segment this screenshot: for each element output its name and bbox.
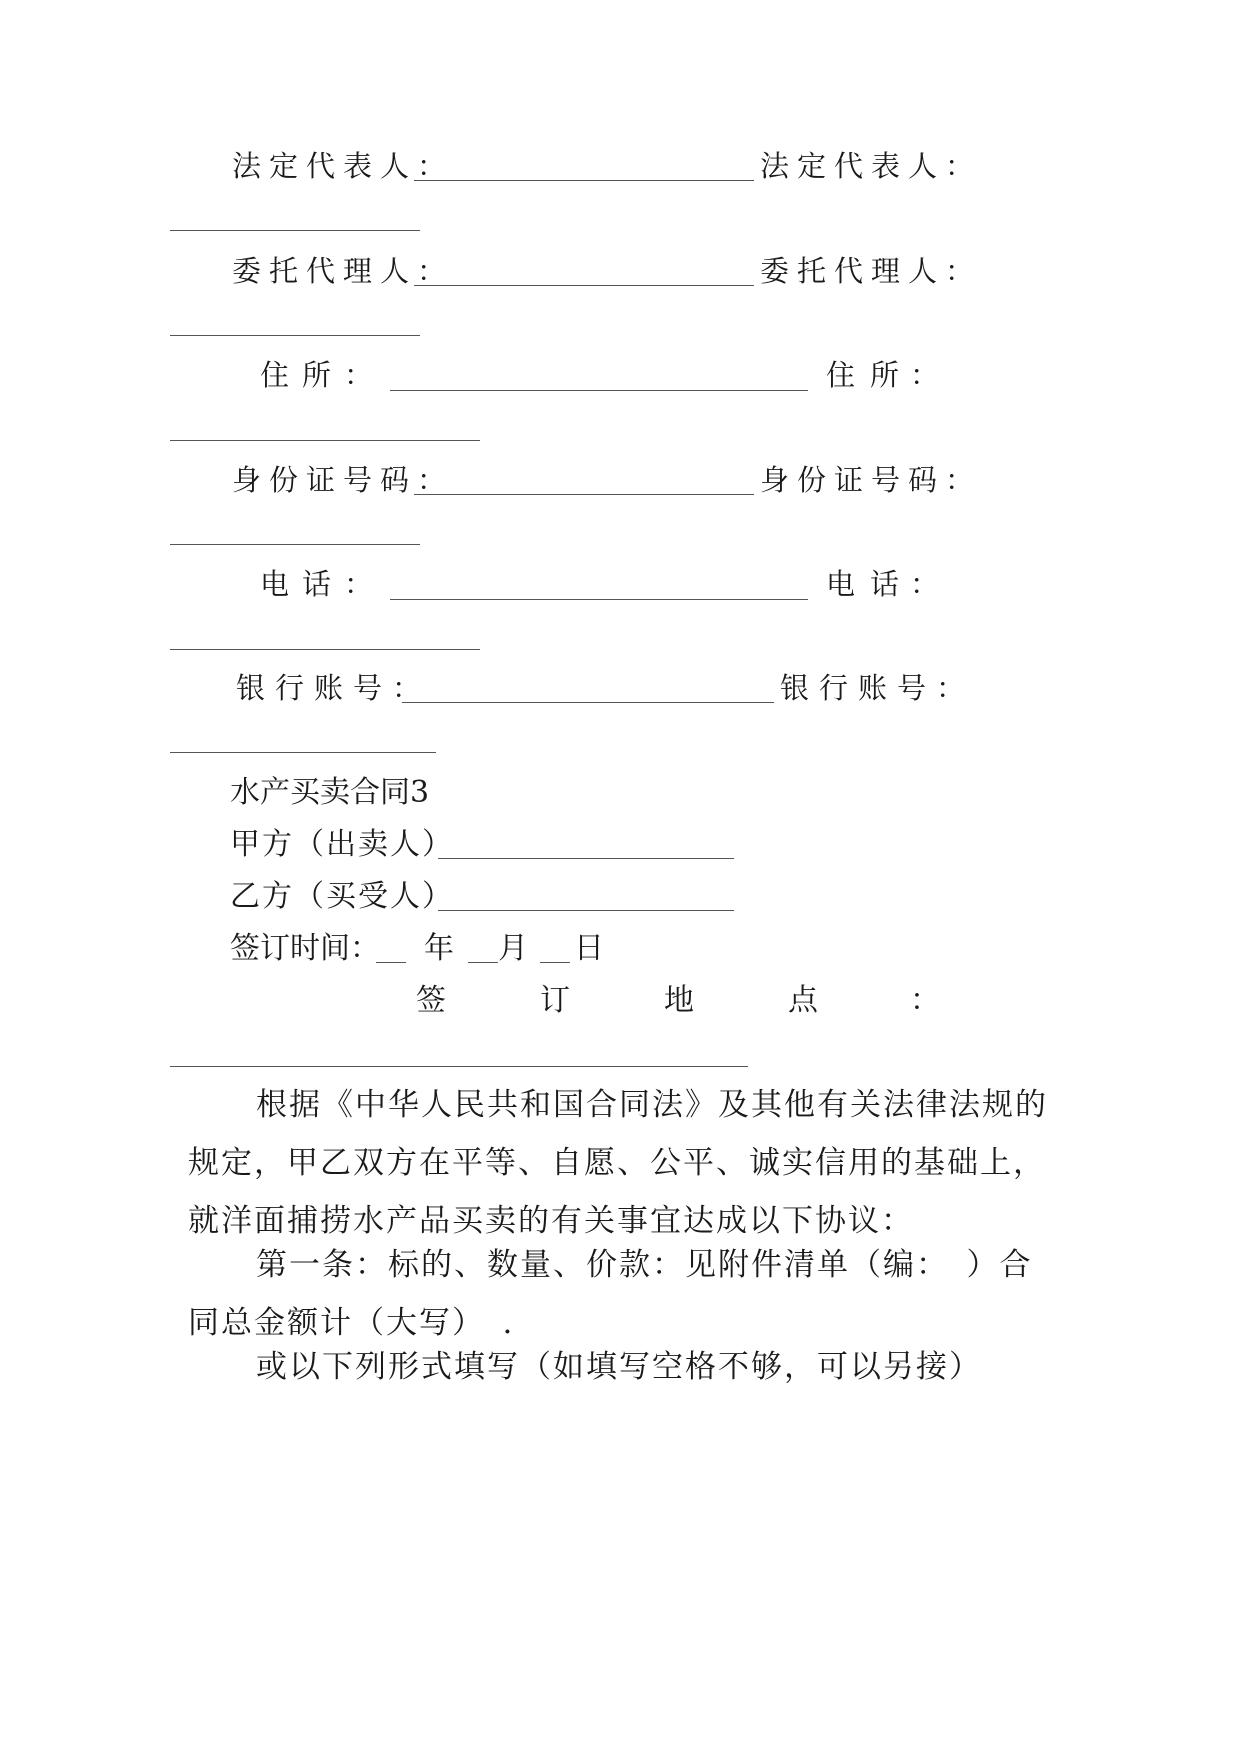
id-number-label-a: 身份证号码： — [232, 463, 455, 497]
sign-place-blank[interactable] — [170, 1066, 748, 1067]
phone-char-2: 话 — [302, 567, 332, 601]
sign-year-label: 年 — [424, 931, 454, 966]
legal-rep-blank-b[interactable] — [170, 230, 420, 231]
seller-blank[interactable] — [438, 858, 734, 859]
phone-char-2-b: 话 — [870, 567, 900, 601]
legal-rep-blank-a[interactable] — [414, 180, 754, 181]
bank-account-blank-b[interactable] — [170, 752, 436, 753]
address-blank-a[interactable] — [390, 390, 808, 391]
id-number-label-b: 身份证号码： — [760, 463, 983, 497]
sign-year-blank[interactable] — [376, 962, 406, 963]
preamble-text: 根据《中华人民共和国合同法》及其他有关法律法规的规定，甲乙双方在平等、自愿、公平、诚实信用的基础上，就洋面捕捞水产品买卖的有关事宜达成以下协议： — [188, 1087, 1048, 1239]
article-one-paragraph — [188, 1236, 1058, 1352]
contract-title: 水产买卖合同3 — [230, 775, 430, 810]
address-char-2: 所 — [302, 358, 332, 392]
legal-rep-label-b: 法定代表人： — [760, 149, 983, 183]
address-blank-b[interactable] — [170, 440, 480, 441]
address-char-1-b: 住 — [826, 358, 856, 392]
phone-char-1-b: 电 — [826, 567, 856, 601]
phone-blank-a[interactable] — [390, 599, 808, 600]
id-number-blank-a[interactable] — [414, 494, 754, 495]
preamble-paragraph — [188, 1076, 1058, 1250]
sign-place-colon: ： — [910, 983, 940, 1018]
fill-note-paragraph — [188, 1338, 1058, 1396]
agent-label-a: 委托代理人： — [232, 254, 455, 288]
sign-month-label: 月 — [498, 931, 528, 966]
address-char-1: 住 — [260, 358, 290, 392]
sign-month-blank[interactable] — [468, 962, 498, 963]
sign-place-char-2: 订 — [540, 983, 570, 1018]
bank-account-label-b: 银行账号： — [780, 671, 976, 705]
agent-blank-a[interactable] — [414, 285, 754, 286]
seller-label: 甲方（出卖人） — [230, 827, 454, 862]
phone-colon: ： — [344, 567, 374, 601]
buyer-blank[interactable] — [438, 910, 734, 911]
fill-note-text: 或以下列形式填写（如填写空格不够，可以另接） — [256, 1349, 982, 1385]
sign-place-char-3: 地 — [664, 983, 694, 1018]
legal-rep-label-a: 法定代表人： — [232, 149, 455, 183]
agent-blank-b[interactable] — [170, 335, 420, 336]
phone-char-1: 电 — [260, 567, 290, 601]
agent-label-b: 委托代理人： — [760, 254, 983, 288]
sign-day-label: 日 — [574, 931, 604, 966]
buyer-label: 乙方（买受人） — [230, 879, 454, 914]
sign-place-char-4: 点 — [788, 983, 818, 1018]
sign-time-label: 签订时间： — [230, 931, 380, 966]
sign-place-char-1: 签 — [416, 983, 446, 1018]
sign-day-blank[interactable] — [540, 962, 570, 963]
bank-account-label-a: 银行账号： — [236, 671, 432, 705]
address-char-2-b: 所 — [870, 358, 900, 392]
bank-account-blank-a[interactable] — [402, 702, 774, 703]
address-colon-b: ： — [910, 358, 940, 392]
phone-blank-b[interactable] — [170, 649, 480, 650]
phone-colon-b: ： — [910, 567, 940, 601]
id-number-blank-b[interactable] — [170, 544, 420, 545]
address-colon: ： — [344, 358, 374, 392]
article-one-text: 第一条：标的、数量、价款：见附件清单（编： ）合同总金额计（大写） . — [188, 1247, 1033, 1341]
